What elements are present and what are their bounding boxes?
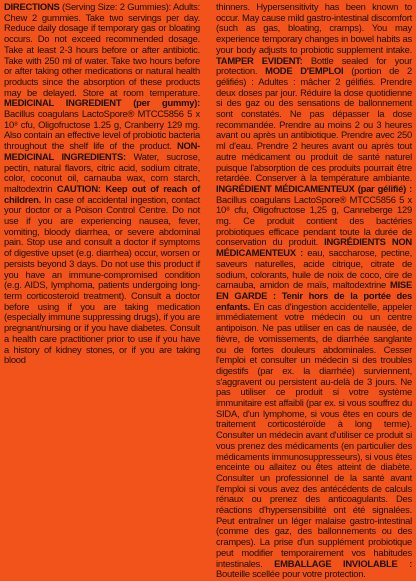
body-text: Bacillus coagulans LactoSpore® MTCC5856 5 x 10⁸ cfu, Oligofructose 1,25 g, Canneberge 129 mg. Ce produit contient des bactéries probiotiques efficace pendant toute la durée de conservation du produit.: [216, 194, 412, 249]
section-heading: INGRÉDIENTS NON MÉDICAMENTEUX :: [216, 237, 412, 260]
body-text: Bacillus coagulans LactoSpore® MTCC5856 5 x 10⁸ cfu, Oligofructose 1.25 g, Cranberry 129 mg. Also contain an effective level of probiotic bacteria throughout the shelf life of the product.: [4, 109, 200, 153]
section-heading: EMBALLAGE INVIOLABLE :: [274, 558, 412, 570]
body-text: Bouteille scellée pour votre protection.: [216, 569, 366, 581]
english-column: [4, 3, 200, 415]
body-text: eau, saccharose, pectine, saveurs naturelles, acide citrique, citrate de sodium, colorants, huile de noix de coco, cire de carnauba, amidon de maïs, maltodextrine: [216, 248, 413, 292]
section-heading: MODE D'EMPLOI: [265, 66, 344, 78]
body-text: In case of accidental ingestion, contact your doctor or a Poison Control Centre. Do not use if you are experiencing nausea, fever, vomiting, bloody diarrhea, or severe abdominal pain. Stop use and consult a doctor if symptoms of digestive upset (e.g. diarrhea) occur, worsen or persists beyond 3 days. Do not use this product if you have an immune-compromised condition (e.g. AIDS, lymphoma, patients undergoing long-term corticosteroid treatment). Consult a doctor before using if you are taking medication (especially immune suppressing drugs), if you are pregnant/nursing or if you have diabetes. Consult a health care practitioner prior to use if you have a history of kidney stones, or if you are taking blood: [4, 194, 200, 367]
section-heading: INGRÉDIENT MÉDICAMENTEUX (par gélifié) :: [216, 183, 412, 195]
body-text: (portion de 2 gélifiés) : Adultes : mâcher 2 gélifiés. Prendre deux doses par jour. Réduire la dose quotidienne si des gaz ou des sensations de ballonnement sont constatés. Ne pas dépasser la dose recommandée. Prendre au moins 2 ou 3 heures avant ou après un antibiotique. Prendre avec 250 ml d'eau. Prendre 2 heures avant ou après tout autre médicament ou produit de santé naturel puisque l'absorption de ces produits pourrait être retardée. Conserver à la température ambiante.: [216, 66, 412, 185]
body-text: Water, sucrose, pectin, natural flavors, citric acid, sodium citrate, color, coconut oil, carnauba wax, corn starch, maltodextrin: [4, 151, 200, 195]
body-text: thinners. Hypersensitivity has been known to occur. May cause mild gastro-intestinal discomfort (such as gas, bloating, cramps). You may experience temporary changes in bowel habits as your body adjusts to probiotic supplement intake.: [216, 2, 412, 56]
body-text: En cas d'ingestion accidentelle, appeler immédiatement votre médecin ou un centre antipoison. Ne pas utiliser en cas de nausée, de fièvre, de vomissements, de diarrhée sanglante ou de fortes douleurs abdominales. Cesser l'emploi et consulter un médecin si des troubles digestifs (par ex. la diarrhée) surviennent, s'aggravent ou persistent au-delà de 3 jours. Ne pas utiliser ce produit si votre système immunitaire est affaibli (par ex. si vous souffrez du SIDA, d'un lymphome, si vous êtes en cours de traitement corticostéroïde à long terme). Consulter un médecin avant d'utiliser ce produit si vous prenez des médicaments (en particulier des médicaments immunosuppresseurs), si vous êtes enceinte ou allaitez ou êtes atteint de diabète. Consulter un professionnel de la santé avant l'emploi si vous avez des antécédents de calculs rénaux ou prenez des anticoagulants. Des réactions d'hypersensibilité ont été signalées. Peut entraîner un léger malaise gastro-intestinal (comme des gaz, des ballonnements ou des crampes). La prise d'un supplément probiotique peut modifier temporairement vos habitudes intestinales.: [216, 301, 412, 570]
section-heading: NON-MEDICINAL INGREDIENTS:: [4, 141, 200, 163]
section-heading: MEDICINAL INGREDIENT (per gummy):: [4, 98, 200, 110]
section-heading: CAUTION: Keep out of reach of children.: [4, 183, 201, 206]
section-heading: DIRECTIONS: [4, 2, 60, 13]
label-columns: [4, 2, 413, 581]
body-text: Bottle sealed for your protection.: [216, 55, 412, 78]
section-heading: TAMPER EVIDENT:: [216, 55, 303, 67]
french-column: [216, 2, 413, 581]
section-heading: MISE EN GARDE : Tenir hors de la portée des enfants.: [216, 280, 412, 313]
body-text: (Serving Size: 2 Gummies): Adults: Chew 2 gummies. Take two servings per day. Reduce daily dosage if temporary gas or bloating occurs. Do not exceed recommended dosage. Take at least 2-3 hours before or after antibiotic. Take with 250 ml of water. Take two hours before or after taking other medications or natural health products since the absorption of these products may be delayed. Store at room temperature.: [4, 2, 200, 99]
